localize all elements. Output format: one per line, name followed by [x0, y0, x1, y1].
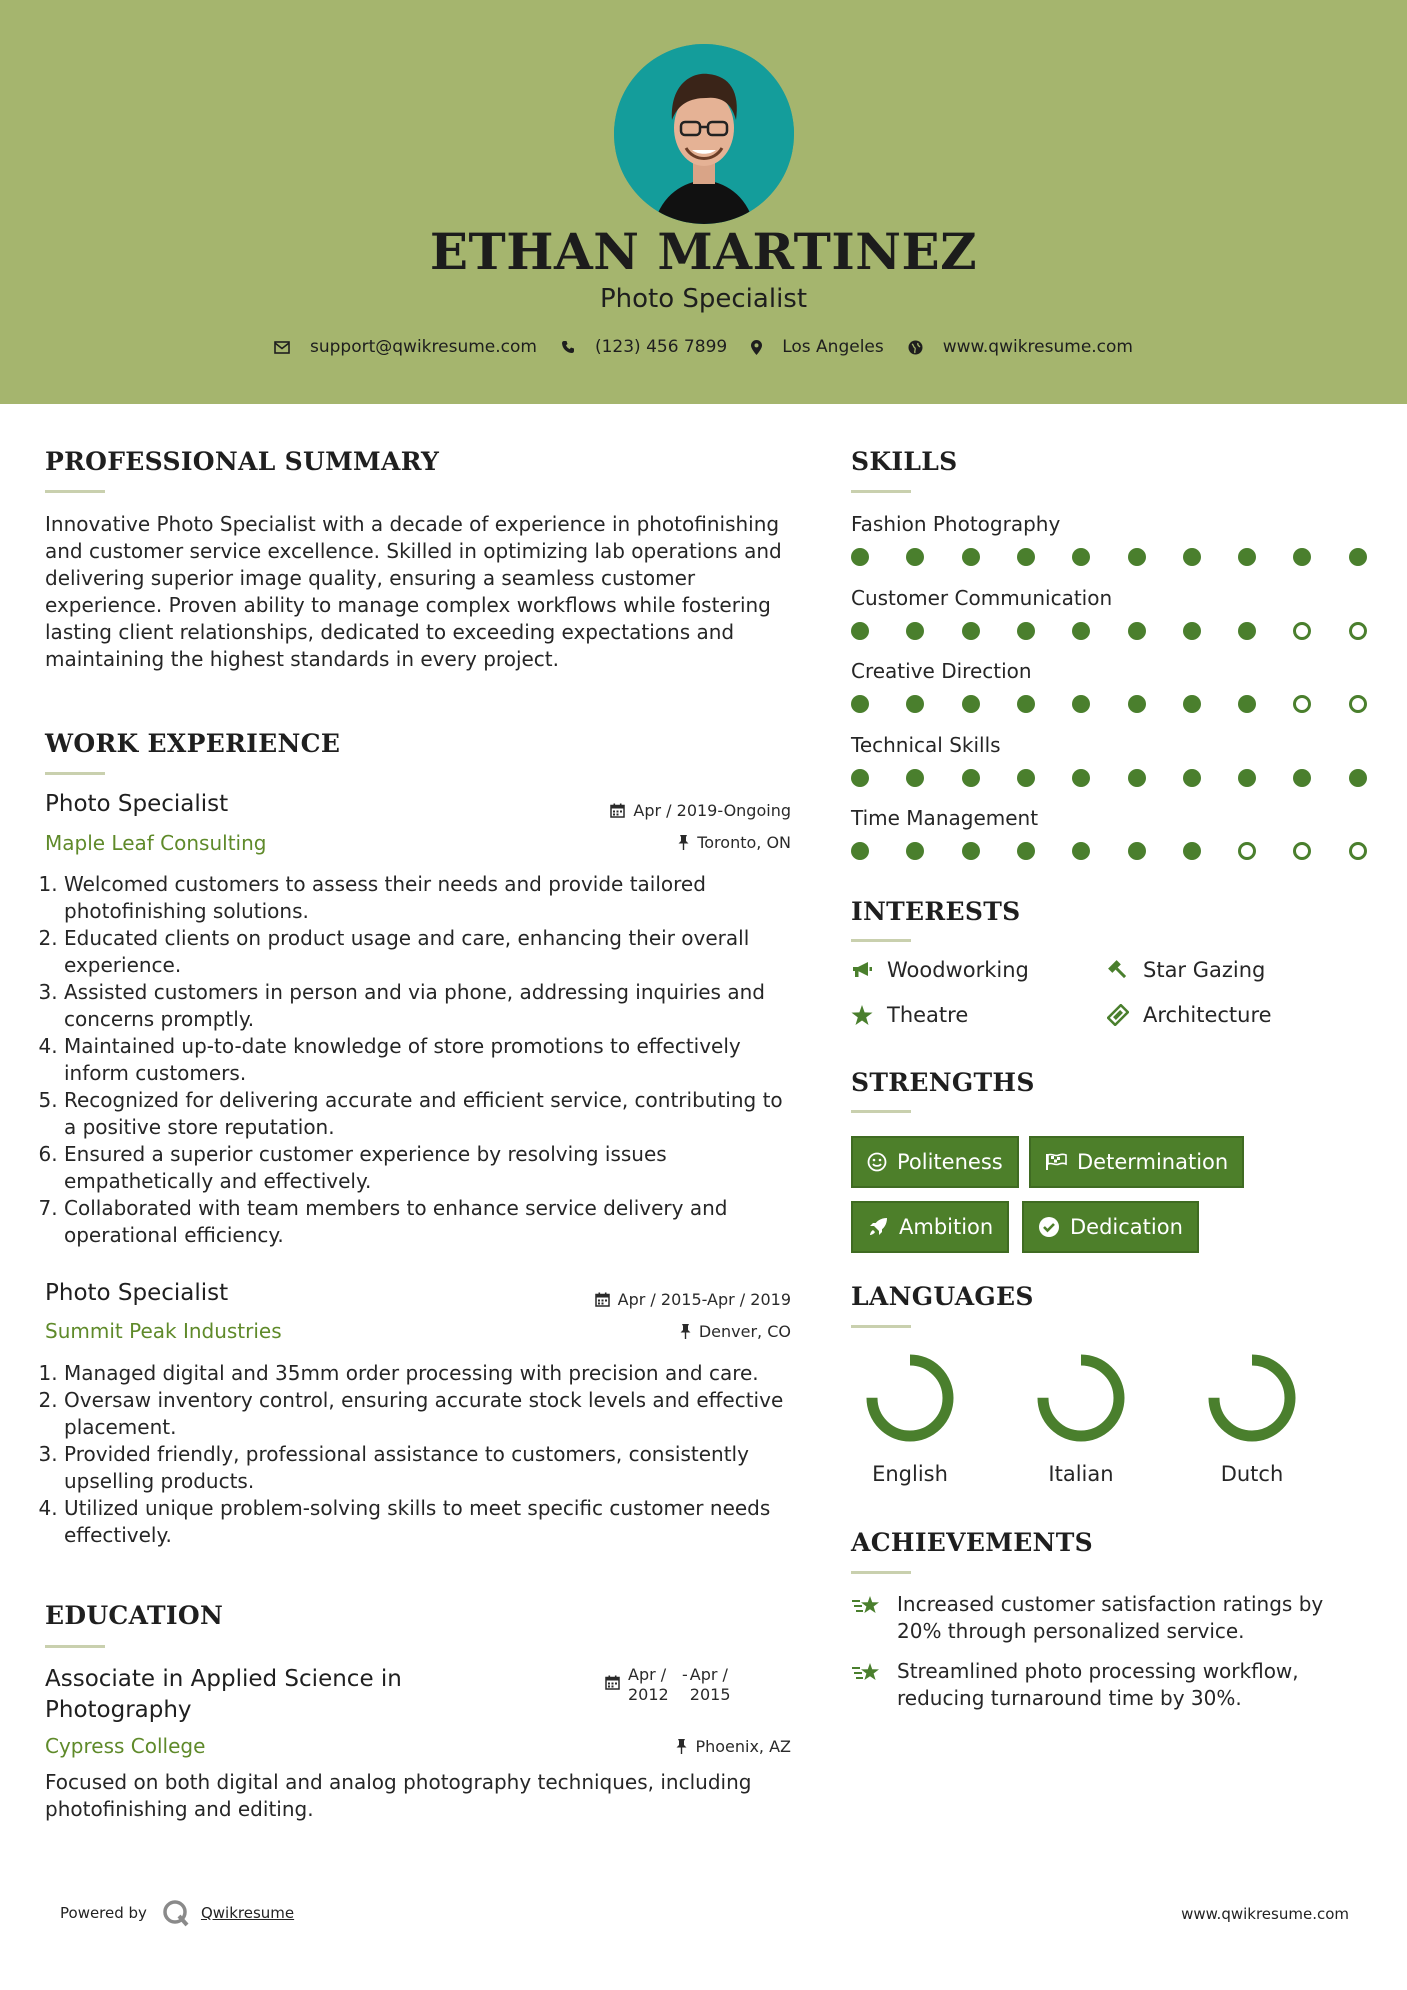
footer-powered-by: [60, 1898, 294, 1928]
calendar-icon: [610, 803, 625, 818]
language-item: [845, 1348, 975, 1486]
summary-text: Innovative Photo Specialist with a decade of experience in photofinishing and customer service excellence. Skilled in optimizing lab operations and delivering superior image quality, ensuring a seamless customer experience. Proven ability to manage complex workflows while fostering lasting client relationships, dedicated to exceeding expectations and maintaining the highest standards in every project.: [45, 512, 782, 671]
interest-label: Architecture: [1143, 1003, 1272, 1027]
interest-architecture: [1107, 1003, 1272, 1027]
rating-dot-filled: [1128, 842, 1146, 860]
rating-dot-filled: [851, 548, 869, 566]
languages-heading: LANGUAGES: [851, 1282, 1034, 1311]
calendar-icon: [605, 1675, 620, 1690]
phone-text: (123) 456 7899: [594, 337, 728, 357]
contact-phone[interactable]: [561, 337, 727, 357]
education-location: [491, 1737, 791, 1756]
rating-dot-filled: [1238, 548, 1256, 566]
rating-dot-filled: [1072, 769, 1090, 787]
rating-dot-filled: [1349, 769, 1367, 787]
education-location-text: Phoenix, AZ: [695, 1737, 791, 1756]
globe-icon: [908, 340, 923, 355]
list-item: 2. Oversaw inventory control, ensuring accurate stock levels and effective placement.: [64, 1387, 790, 1441]
list-item: 1. Welcomed customers to assess their needs and provide tailored photofinishing solutions.: [64, 871, 790, 925]
job-1-dates-text: Apr / 2019-Ongoing: [633, 801, 791, 820]
interest-star-gazing: [1107, 958, 1265, 982]
gavel-icon: [1107, 959, 1129, 981]
language-ring: [1202, 1348, 1302, 1448]
summary-heading: PROFESSIONAL SUMMARY: [45, 447, 440, 476]
rating-dot-empty: [1349, 695, 1367, 713]
achievement-item: [851, 1591, 1371, 1645]
rating-dot-empty: [1293, 622, 1311, 640]
languages-rule: [851, 1325, 911, 1328]
check-circle-icon: [1038, 1216, 1060, 1238]
language-item: [1016, 1348, 1146, 1486]
rating-dot-filled: [1238, 622, 1256, 640]
strength-politeness: [851, 1136, 1019, 1188]
rating-dot-filled: [962, 695, 980, 713]
map-marker-icon: [751, 340, 762, 355]
rating-dot-filled: [1072, 842, 1090, 860]
rating-dot-filled: [906, 622, 924, 640]
smile-icon: [867, 1152, 887, 1172]
qwikresume-link[interactable]: Qwikresume: [200, 1904, 295, 1922]
language-ring-arc: [872, 1360, 948, 1436]
list-item: 1. Managed digital and 35mm order processing with precision and care.: [64, 1360, 790, 1387]
strength-label: Dedication: [1070, 1215, 1183, 1239]
strengths-heading: STRENGTHS: [851, 1068, 1035, 1097]
interest-woodworking: [851, 958, 1029, 982]
language-ring-arc: [1043, 1360, 1119, 1436]
education-start: Apr / 2012: [628, 1665, 669, 1704]
envelope-icon: [274, 341, 290, 354]
flag-icon: [1045, 1153, 1067, 1171]
calendar-icon: [595, 1292, 610, 1307]
email-text: support@qwikresume.com: [310, 337, 537, 357]
interest-label: Woodworking: [887, 958, 1029, 982]
rating-dot-empty: [1238, 842, 1256, 860]
rating-dot-filled: [1072, 695, 1090, 713]
strength-label: Ambition: [899, 1215, 994, 1239]
job-2-location-text: Denver, CO: [698, 1322, 791, 1341]
rating-dot-filled: [1128, 622, 1146, 640]
interest-label: Theatre: [887, 1003, 969, 1027]
rating-dot-empty: [1349, 622, 1367, 640]
star-icon: [851, 1005, 873, 1026]
shooting-star-icon: [851, 1593, 883, 1621]
rating-dot-filled: [1017, 548, 1035, 566]
interests-rule: [851, 939, 911, 942]
rating-dot-filled: [1072, 622, 1090, 640]
pin-icon: [680, 1324, 691, 1339]
list-item: 6. Ensured a superior customer experience by resolving issues empathetically and effectively.: [64, 1141, 790, 1195]
rating-dot-filled: [1293, 548, 1311, 566]
job-1-company: Maple Leaf Consulting: [45, 831, 267, 855]
list-item: 4. Utilized unique problem-solving skills to meet specific customer needs effectively.: [64, 1495, 790, 1549]
rating-dot-filled: [962, 842, 980, 860]
rating-dot-filled: [1183, 548, 1201, 566]
language-ring: [1031, 1348, 1131, 1448]
list-item: 7. Collaborated with team members to enhance service delivery and operational efficiency.: [64, 1195, 790, 1249]
ticket-icon: [1107, 1004, 1129, 1026]
bullhorn-icon: [851, 960, 873, 980]
language-label: Dutch: [1220, 1462, 1284, 1486]
profile-photo: [614, 44, 794, 224]
rating-dot-filled: [906, 842, 924, 860]
rating-dot-filled: [1017, 769, 1035, 787]
powered-by-text: Powered by: [60, 1904, 147, 1922]
skill-name: Fashion Photography: [851, 512, 1061, 536]
list-item: 2. Educated clients on product usage and care, enhancing their overall experience.: [64, 925, 790, 979]
skill-name: Creative Direction: [851, 659, 1032, 683]
contact-bar: [0, 337, 1407, 357]
strengths-rule: [851, 1110, 911, 1113]
rating-dot-filled: [1183, 622, 1201, 640]
resume-header: [0, 0, 1407, 404]
rating-dot-filled: [1072, 548, 1090, 566]
job-2-dates-text: Apr / 2015-Apr / 2019: [617, 1290, 791, 1309]
qwikresume-logo-icon: [161, 1898, 191, 1928]
experience-heading: WORK EXPERIENCE: [45, 729, 341, 758]
job-2-company: Summit Peak Industries: [45, 1319, 282, 1343]
strength-ambition: [851, 1201, 1009, 1253]
list-item: 3. Assisted customers in person and via phone, addressing inquiries and concerns promptly.: [64, 979, 790, 1033]
rocket-icon: [867, 1216, 889, 1238]
rating-dot-filled: [906, 548, 924, 566]
candidate-title: Photo Specialist: [599, 284, 808, 314]
skill-name: Time Management: [851, 806, 1039, 830]
achievement-text: Streamlined photo processing workflow, reducing turnaround time by 30%.: [897, 1659, 1299, 1710]
rating-dot-filled: [1017, 695, 1035, 713]
rating-dot-filled: [1183, 769, 1201, 787]
skills-rule: [851, 490, 911, 493]
shooting-star-icon: [851, 1660, 883, 1688]
strength-label: Determination: [1077, 1150, 1229, 1174]
rating-dot-filled: [1128, 548, 1146, 566]
rating-dot-filled: [851, 695, 869, 713]
education-school: Cypress College: [45, 1734, 206, 1758]
achievements-rule: [851, 1571, 911, 1574]
job-1-bullets: [45, 871, 790, 1249]
job-2-location: [491, 1322, 791, 1341]
job-2-role: Photo Specialist: [45, 1280, 229, 1306]
education-degree: Associate in Applied Science in Photography: [45, 1666, 402, 1723]
rating-dot-filled: [1128, 769, 1146, 787]
rating-dot-filled: [962, 769, 980, 787]
job-1-location-text: Toronto, ON: [697, 833, 791, 852]
job-2-dates: [491, 1290, 791, 1309]
list-item: 3. Provided friendly, professional assistance to customers, consistently upselling products.: [64, 1441, 790, 1495]
candidate-name: ETHAN MARTINEZ: [429, 222, 978, 281]
phone-icon: [561, 340, 575, 354]
education-heading: EDUCATION: [45, 1601, 224, 1630]
contact-email[interactable]: [274, 337, 537, 357]
achievement-text: Increased customer satisfaction ratings by 20% through personalized service.: [897, 1592, 1324, 1643]
rating-dot-filled: [1128, 695, 1146, 713]
language-ring-arc: [1214, 1360, 1290, 1436]
strength-label: Politeness: [897, 1150, 1003, 1174]
skills-heading: SKILLS: [851, 447, 958, 476]
footer-site[interactable]: www.qwikresume.com: [1181, 1905, 1349, 1923]
education-description: Focused on both digital and analog photography techniques, including photofinishing and editing.: [45, 1770, 752, 1821]
rating-dot-filled: [1238, 769, 1256, 787]
education-end: Apr / 2015: [689, 1665, 731, 1704]
education-rule: [45, 1645, 105, 1648]
rating-dot-filled: [1017, 622, 1035, 640]
rating-dot-empty: [1293, 842, 1311, 860]
job-1-dates: [491, 801, 791, 820]
pin-icon: [678, 835, 689, 850]
achievements-heading: ACHIEVEMENTS: [851, 1528, 1093, 1557]
experience-rule: [45, 772, 105, 775]
rating-dot-filled: [906, 695, 924, 713]
rating-dot-filled: [962, 622, 980, 640]
achievement-item: [851, 1658, 1371, 1712]
rating-dot-filled: [851, 842, 869, 860]
rating-dot-filled: [851, 769, 869, 787]
skill-name: Customer Communication: [851, 585, 1113, 610]
list-item: 4. Maintained up-to-date knowledge of store promotions to effectively inform customers.: [64, 1033, 790, 1087]
rating-dot-empty: [1293, 695, 1311, 713]
contact-location: [751, 337, 884, 357]
list-item: 5. Recognized for delivering accurate and efficient service, contributing to a positive store reputation.: [64, 1087, 790, 1141]
rating-dot-empty: [1349, 842, 1367, 860]
rating-dot-filled: [906, 769, 924, 787]
rating-dot-filled: [1349, 548, 1367, 566]
skill-name: Technical Skills: [851, 732, 1001, 757]
pin-icon: [676, 1739, 687, 1754]
language-label: English: [872, 1462, 948, 1486]
rating-dot-filled: [1183, 842, 1201, 860]
rating-dot-filled: [851, 622, 869, 640]
strength-determination: [1029, 1136, 1244, 1188]
summary-rule: [45, 490, 105, 493]
rating-dot-filled: [1183, 695, 1201, 713]
language-item: [1187, 1348, 1317, 1486]
rating-dot-filled: [1238, 695, 1256, 713]
interests-heading: INTERESTS: [851, 897, 1021, 926]
strength-dedication: [1022, 1201, 1199, 1253]
contact-website[interactable]: [908, 337, 1133, 357]
location-text: Los Angeles: [782, 337, 884, 357]
job-2-bullets: [45, 1360, 790, 1549]
rating-dot-filled: [1017, 842, 1035, 860]
interest-theatre: [851, 1003, 968, 1027]
job-1-location: [491, 833, 791, 852]
rating-dot-filled: [1293, 769, 1311, 787]
website-text: www.qwikresume.com: [942, 337, 1133, 357]
rating-dot-filled: [962, 548, 980, 566]
language-ring: [860, 1348, 960, 1448]
job-1-role: Photo Specialist: [45, 791, 229, 817]
education-dates: [605, 1665, 740, 1705]
interest-label: Star Gazing: [1143, 958, 1266, 982]
education-date-separator: -: [682, 1665, 688, 1684]
language-label: Italian: [1048, 1462, 1114, 1486]
